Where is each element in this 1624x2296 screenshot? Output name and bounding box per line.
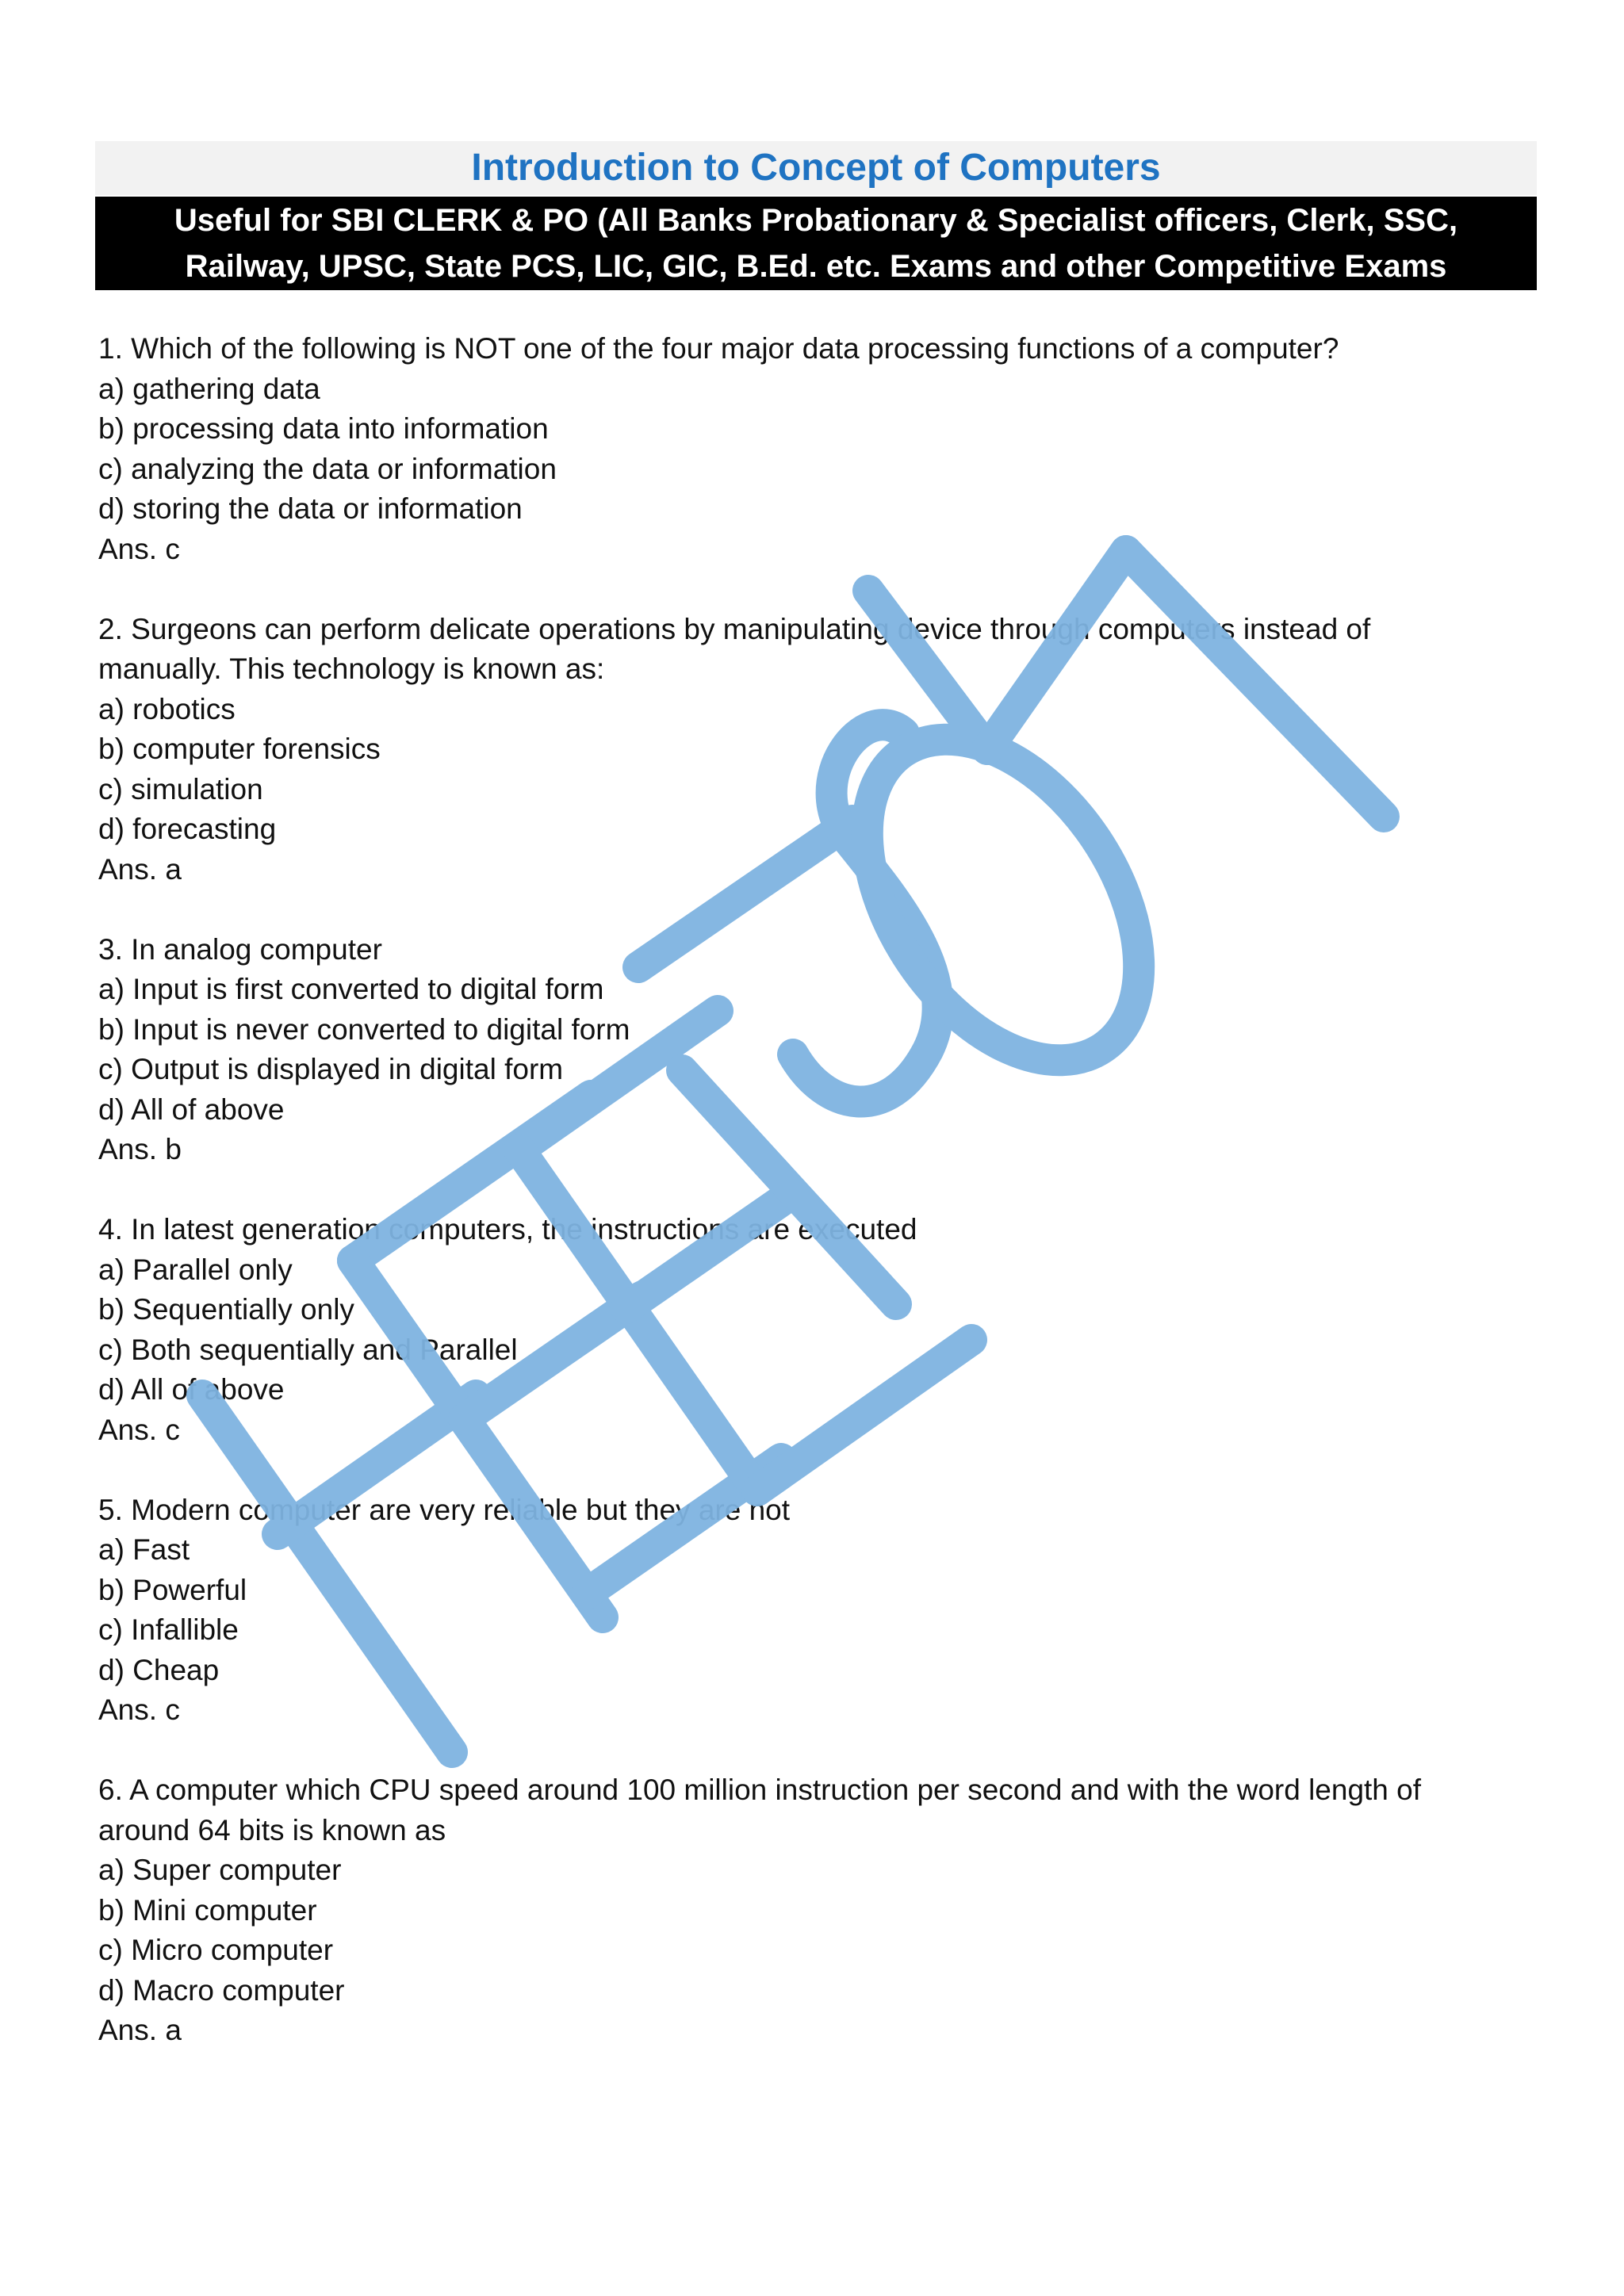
question-text: 6. A computer which CPU speed around 100 million instruction per second and with the word length of <box>98 1774 1422 1806</box>
question-text: 3. In analog computer <box>98 932 382 966</box>
question-text: 4. In latest generation computers, the instructions are executed <box>98 1213 917 1246</box>
option-c: c) Output is displayed in digital form <box>98 1053 564 1085</box>
answer: Ans. a <box>98 2014 182 2046</box>
option-a: a) robotics <box>98 692 236 725</box>
question-3 <box>98 930 1526 1170</box>
option-c: c) Infallible <box>98 1613 239 1646</box>
answer: Ans. c <box>98 1693 180 1726</box>
option-a: a) Parallel only <box>98 1253 293 1286</box>
question-text-continued: around 64 bits is known as <box>98 1813 446 1846</box>
subtitle-line-2: Railway, UPSC, State PCS, LIC, GIC, B.Ed. etc. Exams and other Competitive Exams <box>185 249 1447 284</box>
question-2 <box>98 610 1526 890</box>
option-d: d) All of above <box>98 1093 285 1126</box>
option-d: d) Macro computer <box>98 1973 345 2007</box>
answer: Ans. b <box>98 1133 182 1165</box>
option-c: c) Micro computer <box>98 1934 334 1966</box>
option-c: c) Both sequentially and Parallel <box>98 1333 518 1366</box>
option-a: a) gathering data <box>98 372 320 405</box>
option-b: b) computer forensics <box>98 733 381 765</box>
question-text: 1. Which of the following is NOT one of the four major data processing functions of a computer? <box>98 332 1339 365</box>
question-text-continued: manually. This technology is known as: <box>98 652 605 685</box>
answer: Ans. a <box>98 852 182 886</box>
question-5 <box>98 1490 1526 1731</box>
title-band <box>95 141 1537 195</box>
option-d: d) forecasting <box>98 813 277 845</box>
option-c: c) analyzing the data or information <box>98 452 557 485</box>
page-title: Introduction to Concept of Computers <box>471 147 1161 189</box>
question-1 <box>98 329 1526 569</box>
question-text: 5. Modern computer are very reliable but they are not <box>98 1493 791 1526</box>
option-d: d) All of above <box>98 1373 285 1406</box>
subtitle-line-1: Useful for SBI CLERK & PO (All Banks Probationary & Specialist officers, Clerk, SSC, <box>174 203 1458 238</box>
option-b: b) processing data into information <box>98 412 549 445</box>
option-a: a) Input is first converted to digital form <box>98 973 604 1005</box>
answer: Ans. c <box>98 532 180 565</box>
subtitle-band <box>95 197 1537 290</box>
question-list <box>98 329 1526 2091</box>
option-a: a) Super computer <box>98 1854 342 1886</box>
question-text: 2. Surgeons can perform delicate operations by manipulating device through computers instead of <box>98 612 1371 645</box>
question-4 <box>98 1210 1526 1450</box>
option-b: b) Sequentially only <box>98 1293 354 1326</box>
option-b: b) Powerful <box>98 1573 247 1606</box>
option-d: d) Cheap <box>98 1653 220 1686</box>
option-b: b) Mini computer <box>98 1893 317 1927</box>
option-c: c) simulation <box>98 772 263 806</box>
option-a: a) Fast <box>98 1533 190 1566</box>
option-d: d) storing the data or information <box>98 492 523 525</box>
question-6 <box>98 1770 1526 2051</box>
answer: Ans. c <box>98 1413 180 1446</box>
option-b: b) Input is never converted to digital form <box>98 1012 630 1046</box>
